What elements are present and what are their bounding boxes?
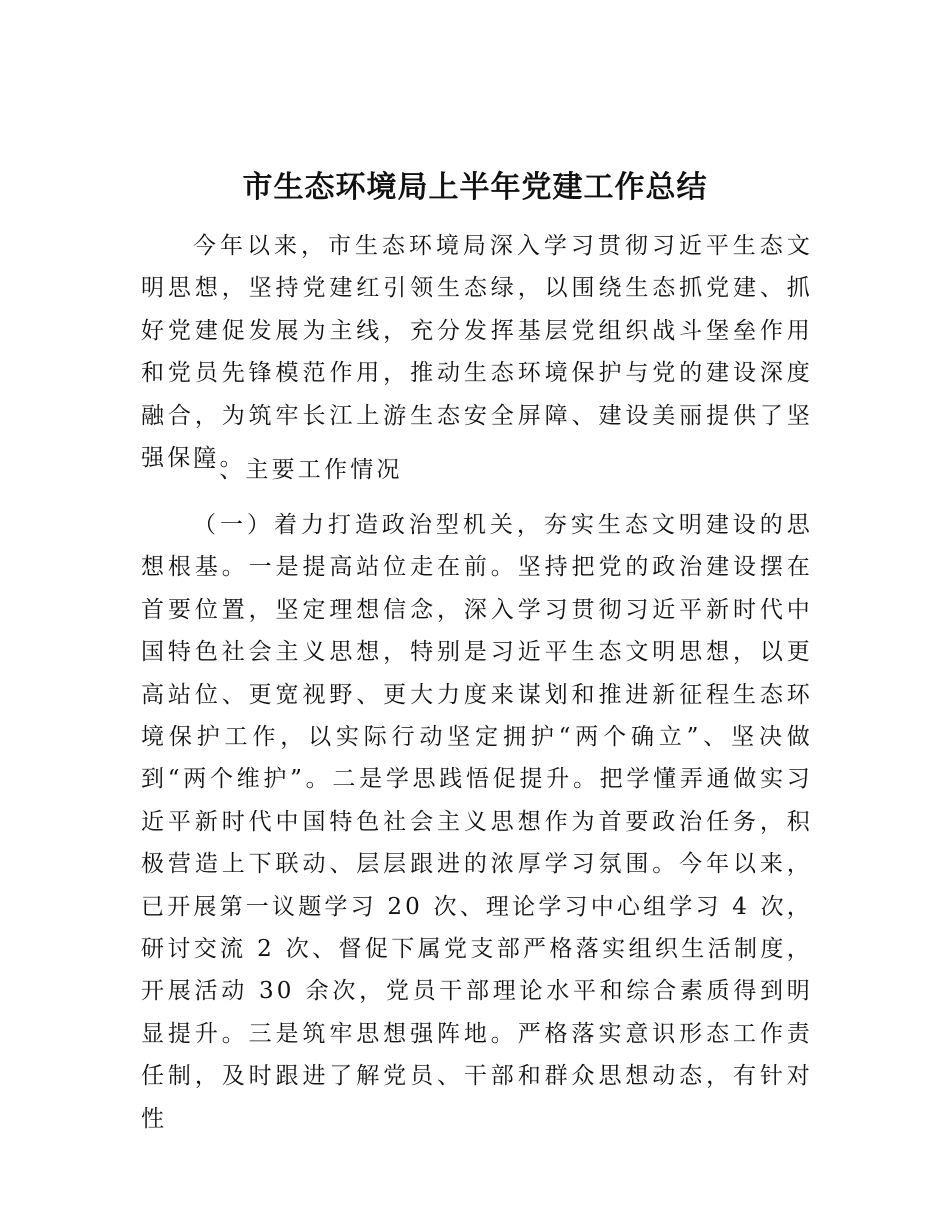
section-paragraph: （一）着力打造政治型机关，夯实生态文明建设的思想根基。一是提高站位走在前。坚持把党的政治建设摆在首要位置，坚定理想信念，深入学习贯彻习近平新时代中国特色社会主义思想，特别是习近平生态文明思想，以更高站位、更宽视野、更大力度来谋划和推进新征程生态环境保护工作，以实际行动坚定拥护“两个确立”、坚决做到“两个维护”。二是学思践悟促提升。把学懂弄通做实习近平新时代中国特色社会主义思想作为首要政治任务，积极营造上下联动、层层跟进的浓厚学习氛围。今年以来，已开展第一议题学习 20 次、理论学习中心组学习 4 次，研讨交流 2 次、督促下属党支部严格落实组织生活制度，开展活动 30 余次，党员干部理论水平和综合素质得到明显提升。三是筑牢思想强阵地。严格落实意识形态工作责任制，及时跟进了解党员、干部和群众思想动态，有针对性 (141, 512, 813, 1132)
section-heading: 一、主要工作情况 (193, 457, 403, 483)
intro-paragraph: 今年以来，市生态环境局深入学习贯彻习近平生态文明思想，坚持党建红引领生态绿，以围绕生态抓党建、抓好党建促发展为主线，充分发挥基层党组织战斗堡垒作用和党员先锋模范作用，推动生态环境保护与党的建设深度融合，为筑牢长江上游生态安全屏障、建设美丽提供了坚强保障。 (141, 233, 813, 472)
document-title: 市生态环境局上半年党建工作总结 (242, 170, 708, 205)
